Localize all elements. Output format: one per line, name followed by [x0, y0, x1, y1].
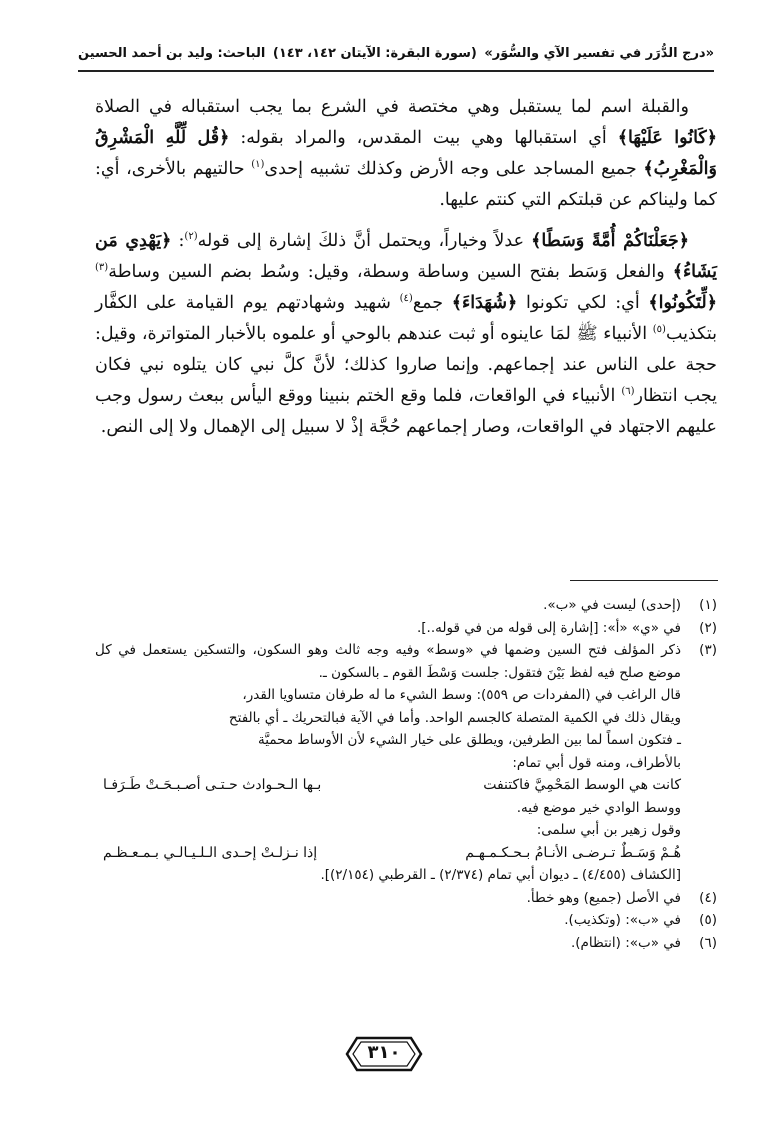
footnote-ref[interactable]: (٦) — [621, 386, 635, 398]
footnote-3 — [95, 639, 717, 684]
paragraph-2 — [95, 226, 717, 443]
footnote-text: (إحدى) ليست في «ب». — [543, 597, 681, 613]
quran-quote: ﴿جَعَلْنَاكُمْ أُمَّةً وَسَطًا﴾ — [531, 231, 689, 251]
verse-hemistich: هُـمْ وَسَـطٌ تـرضـى الأنـامُ بـحـكـمـهـم — [465, 844, 681, 861]
footnote-ref[interactable]: (٢) — [184, 231, 198, 243]
salutation-icon: ﷺ — [576, 324, 598, 344]
footnote-number: (٥) — [699, 912, 717, 928]
footnote-2 — [95, 617, 717, 640]
footnote-number: (١) — [699, 597, 717, 613]
footnote-ref[interactable]: (٤) — [399, 293, 413, 305]
poetry-verse — [95, 842, 717, 865]
footnote-text: في «ي» «أ»: [إشارة إلى قوله من في قوله..]. — [416, 619, 681, 636]
text-run: أي: لكي تكونوا — [525, 293, 640, 313]
quran-quote: ﴿كَانُوا عَلَيْهَا﴾ — [617, 128, 717, 148]
footnote-1 — [95, 594, 717, 617]
footnote-4 — [95, 887, 717, 910]
text-run: جمع — [412, 293, 444, 313]
quran-quote: ﴿لِّتَكُونُوا﴾ — [648, 293, 717, 313]
page-number: ٣١٠ — [367, 1042, 401, 1063]
footnote-ref[interactable]: (٥) — [652, 324, 666, 336]
footnote-number: (٤) — [699, 889, 717, 906]
footnote-3-line: [الكشاف (٤/٤٥٥) ـ ديوان أبي تمام (٢/٣٧٤) ـ القرطبي (٢/١٥٤)]. — [320, 867, 681, 883]
footnote-ref[interactable]: (٣) — [95, 262, 109, 274]
text-run: : — [178, 231, 185, 251]
verse-hemistich: إذا نـزلـتْ إحـدى الـلـيـالـي بـمـعـظـم — [103, 844, 318, 861]
footnote-text: في الأصل (جميع) وهو خطأ. — [526, 889, 681, 906]
text-run: والقبلة اسم لما يستقبل وهي مختصة في الشرع بما يجب استقباله في الصلاة — [95, 97, 689, 117]
text-run: جميع المساجد على وجه الأرض وكذلك تشبيه إحدى — [264, 159, 637, 179]
footnote-3-line: بالأطراف، ومنه قول أبي تمام: — [512, 754, 681, 771]
verse-hemistich: بـها الـحـوادث حـتـى أصـبـحَـتْ طَـرَفـا — [103, 777, 322, 793]
text-run: شهيد وشهادتهم يوم القيامة على الكفَّار بتكذيب — [95, 293, 717, 344]
footnote-number: (٣) — [699, 642, 717, 658]
footnote-divider — [570, 580, 718, 581]
text-run: والفعل وَسَط بفتح السين وساطة وسطة، وقيل: وسُط بضم السين وساطة — [108, 262, 665, 282]
footnote-5 — [95, 909, 717, 932]
text-run: عدلاً وخياراً، ويحتمل أنَّ ذلكَ إشارة إلى قوله — [197, 231, 525, 251]
text-run: الأنبياء في الواقعات، فلما وقع الختم بنبينا ووقع اليأس ببعث رسول وجب عليهم الاجتهاد في الواقعات، وصار إجماعهم حُجَّة إذْ لا سبيل إلى الإهمال ولا إلى النص. — [95, 386, 717, 437]
running-header — [78, 36, 714, 72]
footnote-3-line: ووسط الوادي خير موضع فيه. — [516, 799, 681, 816]
footnote-ref[interactable]: (١) — [251, 159, 265, 171]
footnote-text: ذكر المؤلف فتح السين وضمها في «وسط» وفيه وجه ثالث وهو السكون، والتسكين يستعمل في كل موضع صلح فيه لفظ بَيْنَ فتقول: جلست وَسْطَ القوم ـ بالسكون ـ. — [95, 642, 681, 681]
footnote-text: في «ب»: (وتكذيب). — [564, 912, 681, 928]
footnote-3-line: قال الراغب في (المفردات ص ٥٥٩): وسط الشيء ما له طرفان متساويا القدر، — [242, 687, 681, 703]
quran-quote: ﴿شُهَدَاءَ﴾ — [451, 293, 518, 313]
paragraph-1 — [95, 92, 717, 216]
header-book-title: «درج الدُّرَر في تفسير الآي والسُّوَر» — [484, 45, 714, 61]
quran-quote: ﴿قُل لِّلَّهِ الْمَشْرِقُ وَالْمَغْرِبُ﴾ — [95, 128, 717, 179]
footnote-number: (٦) — [699, 934, 717, 951]
text-run: حالتيهم بالأخرى، أي: كما وليناكم عن قبلتكم التي كنتم عليها. — [95, 159, 717, 210]
footnote-6 — [95, 932, 717, 955]
footnote-number: (٢) — [699, 619, 717, 636]
header-location: (سورة البقرة: الآيتان ١٤٢، ١٤٣) — [272, 45, 477, 61]
footnote-3-line: ويقال ذلك في الكمية المتصلة كالجسم الواحد. وأما في الآية فبالتحريك ـ أي بالفتح — [228, 709, 681, 726]
quran-quote: ﴿يَهْدِي مَن يَشَاءُ﴾ — [95, 231, 717, 282]
verse-hemistich: كانت هي الوسط المَحْمِيَّ فاكتنفت — [483, 777, 681, 793]
text-run: الأنبياء — [603, 324, 648, 344]
main-text — [95, 92, 717, 443]
footnote-3-line: ـ فتكون اسماً لما بين الطرفين، ويطلق على خيار الشيء لأن الأوساط محميَّة — [258, 732, 681, 748]
header-author: الباحث: وليد بن أحمد الحسين — [78, 45, 266, 61]
text-run: أي استقبالها وهي بيت المقدس، والمراد بقوله: — [240, 128, 607, 148]
poetry-verse — [95, 774, 717, 797]
page-number-ornament — [343, 1034, 425, 1074]
footnotes — [95, 594, 717, 954]
text-run: لمَا عاينوه أو ثبت عندهم بالوحي أو علموه بالأخبار المتواترة، وقيل: حجة على الناس عند إجماعهم. وإنما صاروا كذلك؛ لأنَّ كلَّ نبي كان يتلوه نبي فكان يجب انتظار — [95, 324, 717, 406]
footnote-3-line: وقول زهير بن أبي سلمى: — [536, 822, 681, 838]
footnote-text: في «ب»: (انتظام). — [570, 934, 681, 951]
